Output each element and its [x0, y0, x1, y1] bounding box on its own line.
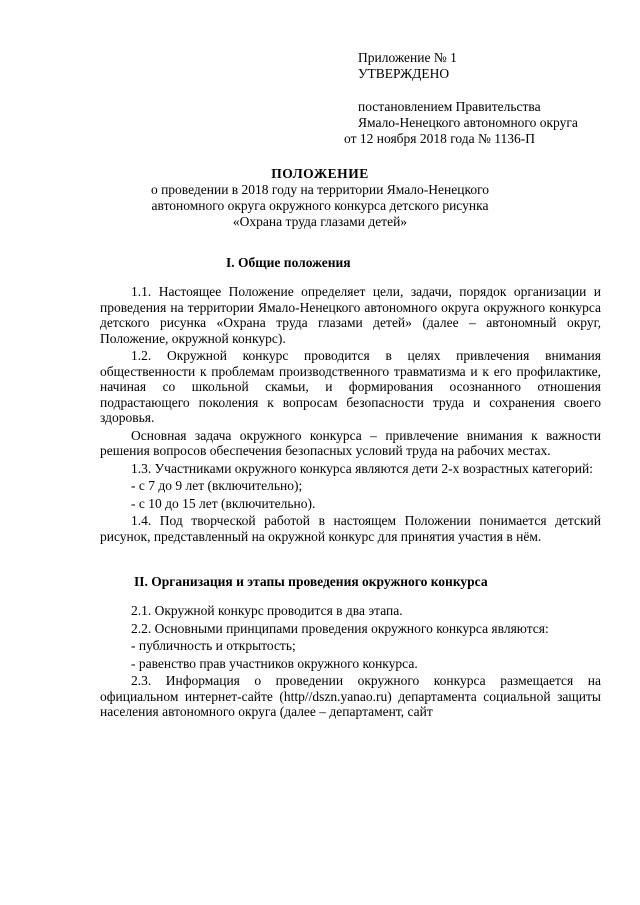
approved-stamp: УТВЕРЖДЕНО	[358, 66, 450, 81]
document-title-block	[100, 166, 540, 230]
section-2-heading: II. Организация и этапы проведения окружного конкурса	[134, 574, 488, 589]
subtitle-line-1: о проведении в 2018 году на территории Ямало-Ненецкого	[150, 182, 490, 197]
paragraph-2-1: 2.1. Окружной конкурс проводится в два этапа.	[131, 603, 403, 618]
age-category-1: - с 7 до 9 лет (включительно);	[131, 478, 303, 493]
decree-line-2: Ямало-Ненецкого автономного округа	[358, 115, 578, 130]
section-1-heading: I. Общие положения	[226, 255, 351, 270]
appendix-number: Приложение № 1	[358, 50, 457, 65]
section-2-body	[100, 603, 601, 722]
paragraph-2-3: 2.3. Информация о проведении окружного конкурса размещается на официальном интернет-сайте (http//dszn.yanao.ru) департамента социальной защиты населения автономного округа (далее – департамент, сайт	[100, 673, 601, 719]
paragraph-1-1: 1.1. Настоящее Положение определяет цели, задачи, порядок организации и проведения на территории Ямало-Ненецкого автономного округа окружного конкурса детского рисунка «Охрана труда глазами детей» (далее – автономный округ, Положение, окружной конкурс).	[100, 284, 601, 346]
decree-line-1: постановлением Правительства	[358, 99, 541, 114]
paragraph-1-4: 1.4. Под творческой работой в настоящем Положении понимается детский рисунок, представленный на окружной конкурс для принятия участия в нём.	[100, 513, 601, 544]
paragraph-main-task: Основная задача окружного конкурса – привлечение внимания к важности решения вопросов обеспечения безопасных условий труда на рабочих местах.	[100, 427, 601, 458]
decree-date: от 12 ноября 2018 года № 1136-П	[344, 131, 536, 146]
subtitle-line-2: автономного округа окружного конкурса детского рисунка	[151, 198, 489, 213]
section-1-body	[100, 284, 601, 546]
age-category-2: - с 10 до 15 лет (включительно).	[131, 495, 316, 511]
principle-publicity: - публичность и открытость;	[131, 638, 296, 653]
principle-equality: - равенство прав участников окружного конкурса.	[131, 655, 418, 671]
paragraph-1-2: 1.2. Окружной конкурс проводится в целях привлечения внимания общественности к проблемам производственного травматизма и к его профилактике, начиная со школьной скамьи, и формирования осознанного отношения подрастающего поколения к вопросам безопасности труда и сохранения своего здоровья.	[100, 348, 601, 425]
document-title: ПОЛОЖЕНИЕ	[271, 166, 369, 181]
approval-block	[344, 50, 628, 147]
approval-spacer	[358, 82, 628, 99]
paragraph-1-3: 1.3. Участниками окружного конкурса являются дети 2-х возрастных категорий:	[131, 460, 593, 476]
paragraph-2-2: 2.2. Основными принципами проведения окружного конкурса являются:	[131, 620, 549, 636]
subtitle-line-3: «Охрана труда глазами детей»	[232, 214, 408, 229]
